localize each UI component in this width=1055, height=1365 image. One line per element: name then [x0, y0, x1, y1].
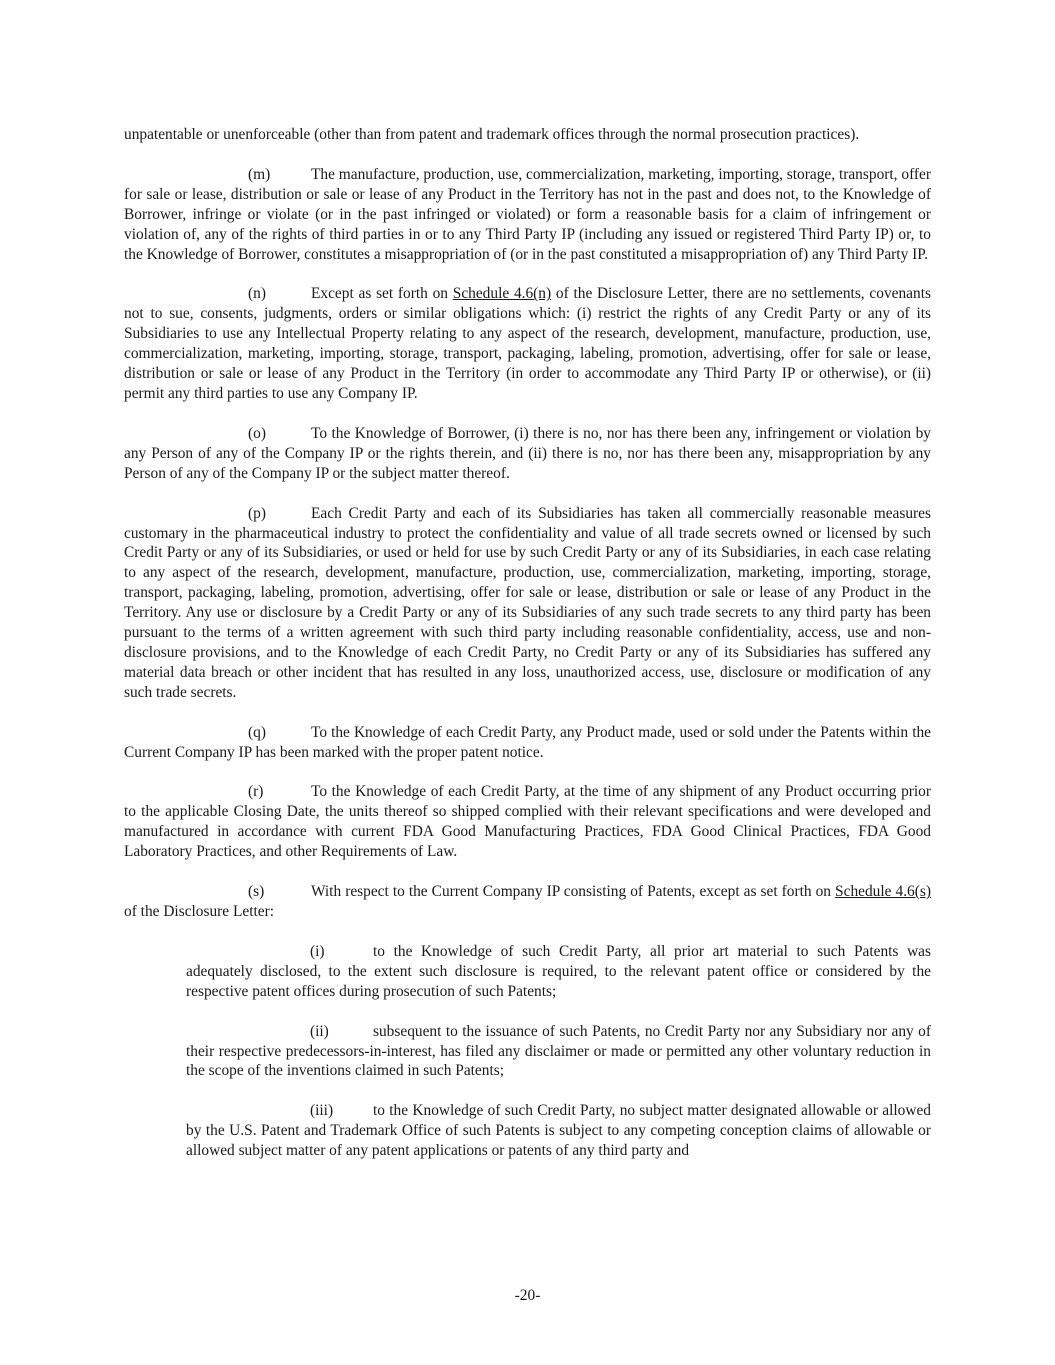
- paragraph-text: Each Credit Party and each of its Subsidiaries has taken all commercially reasonable measures customary in the pharmaceutical industry to protect the confidentiality and value of all trade secrets owned or licensed by such Credit Party or any of its Subsidiaries, or used or held for use by such Credit Party or any of its Subsidiaries, in each case relating to any aspect of the research, development, manufacture, production, use, commercialization, marketing, importing, storage, transport, packaging, labeling, promotion, advertising, offer for sale or lease, distribution or sale or lease of any Product in the Territory. Any use or disclosure by a Credit Party or any of its Subsidiaries of any such trade secrets to any third party has been pursuant to the terms of a written agreement with such third party including reasonable confidentiality, access, use and non-disclosure provisions, and to the Knowledge of each Credit Party, no Credit Party or any of its Subsidiaries has suffered any material data breach or other incident that has resulted in any loss, unauthorized access, use, disclosure or modification of any such trade secrets.: [124, 504, 931, 701]
- paragraph-text: to the Knowledge of such Credit Party, all prior art material to such Patents was adequately disclosed, to the extent such disclosure is required, to the relevant patent office or considered by the respective patent offices during prosecution of such Patents;: [186, 942, 931, 1000]
- paragraph-label: (iii): [310, 1102, 334, 1120]
- paragraph-label: (m): [248, 165, 271, 183]
- paragraph-text-post: of the Disclosure Letter:: [124, 903, 275, 920]
- schedule-reference-link: Schedule 4.6(n): [452, 285, 552, 303]
- paragraph-s: [124, 882, 931, 922]
- paragraph-text: subsequent to the issuance of such Patents, no Credit Party nor any Subsidiary nor any of their respective predecessors-in-interest, has filed any disclaimer or made or permitted any other voluntary reduction in the scope of the inventions claimed in such Patents;: [186, 1022, 931, 1080]
- paragraph-text: The manufacture, production, use, commercialization, marketing, importing, storage, transport, offer for sale or lease, distribution or sale or lease of any Product in the Territory has not in the past and does not, to the Knowledge of Borrower, infringe or violate (or in the past infringed or violated) or form a reasonable basis for a claim of infringement or violation of, any of the rights of third parties in or to any Third Party IP (including any issued or registered Third Party IP) or, to the Knowledge of Borrower, constitutes a misappropriation of (or in the past constituted a misappropriation of) any Third Party IP.: [124, 165, 931, 263]
- paragraph-label: (r): [248, 783, 264, 801]
- paragraph-l-continued: unpatentable or unenforceable (other than from patent and trademark offices through the normal prosecution practices).: [124, 126, 860, 143]
- paragraph-s-iii: [186, 1101, 931, 1161]
- paragraph-p: [124, 504, 931, 703]
- paragraph-q: [124, 723, 931, 763]
- paragraph-n: [124, 284, 931, 403]
- paragraph-text: To the Knowledge of each Credit Party, at the time of any shipment of any Product occurring prior to the applicable Closing Date, the units thereof so shipped complied with their relevant specifications and were developed and manufactured in accordance with current FDA Good Manufacturing Practices, FDA Good Clinical Practices, FDA Good Laboratory Practices, and other Requirements of Law.: [124, 783, 931, 861]
- paragraph-label: (i): [310, 942, 325, 960]
- paragraph-label: (s): [248, 883, 265, 901]
- paragraph-text: To the Knowledge of each Credit Party, any Product made, used or sold under the Patents within the Current Company IP has been marked with the proper patent notice.: [124, 723, 931, 761]
- paragraph-text-pre: Except as set forth on: [311, 285, 448, 303]
- paragraph-label: (q): [248, 723, 266, 741]
- paragraph-text: to the Knowledge of such Credit Party, no subject matter designated allowable or allowed by the U.S. Patent and Trademark Office of such Patents is subject to any competing conception claims of allowable or allowed subject matter of any patent applications or patents of any third party and: [186, 1102, 931, 1160]
- paragraph-s-ii: [186, 1022, 931, 1082]
- paragraph-label: (n): [248, 285, 266, 303]
- page-number: -20-: [514, 1287, 541, 1304]
- paragraph-text: of the Disclosure Letter, there are no settlements, covenants not to sue, consents, judgments, orders or similar obligations which: (i) restrict the rights of any Credit Party or any of its Subsidiaries to use any Intellectual Property relating to any aspect of the research, development, manufacture, production, use, commercialization, marketing, importing, storage, transport, packaging, labeling, promotion, advertising, offer for sale or lease, distribution or sale or lease of any Product in the Territory (in order to accommodate any Third Party IP or otherwise), or (ii) permit any third parties to use any Company IP.: [124, 285, 931, 402]
- paragraph-text: To the Knowledge of Borrower, (i) there is no, nor has there been any, infringement or violation by any Person of any of the Company IP or the rights therein, and (ii) there is no, nor has there been any, misappropriation by any Person of any of the Company IP or the subject matter thereof.: [124, 424, 931, 482]
- paragraph-r: [124, 782, 931, 862]
- paragraph-s-i: [186, 942, 931, 1002]
- schedule-reference-link: Schedule 4.6(s): [835, 883, 931, 901]
- paragraph-label: (p): [248, 504, 266, 522]
- paragraph-text: With respect to the Current Company IP consisting of Patents, except as set forth on: [311, 883, 831, 901]
- document-body: [124, 125, 931, 1181]
- paragraph-m: [124, 165, 931, 265]
- paragraph-label: (o): [248, 424, 266, 442]
- paragraph-o: [124, 424, 931, 484]
- paragraph-label: (ii): [310, 1022, 329, 1040]
